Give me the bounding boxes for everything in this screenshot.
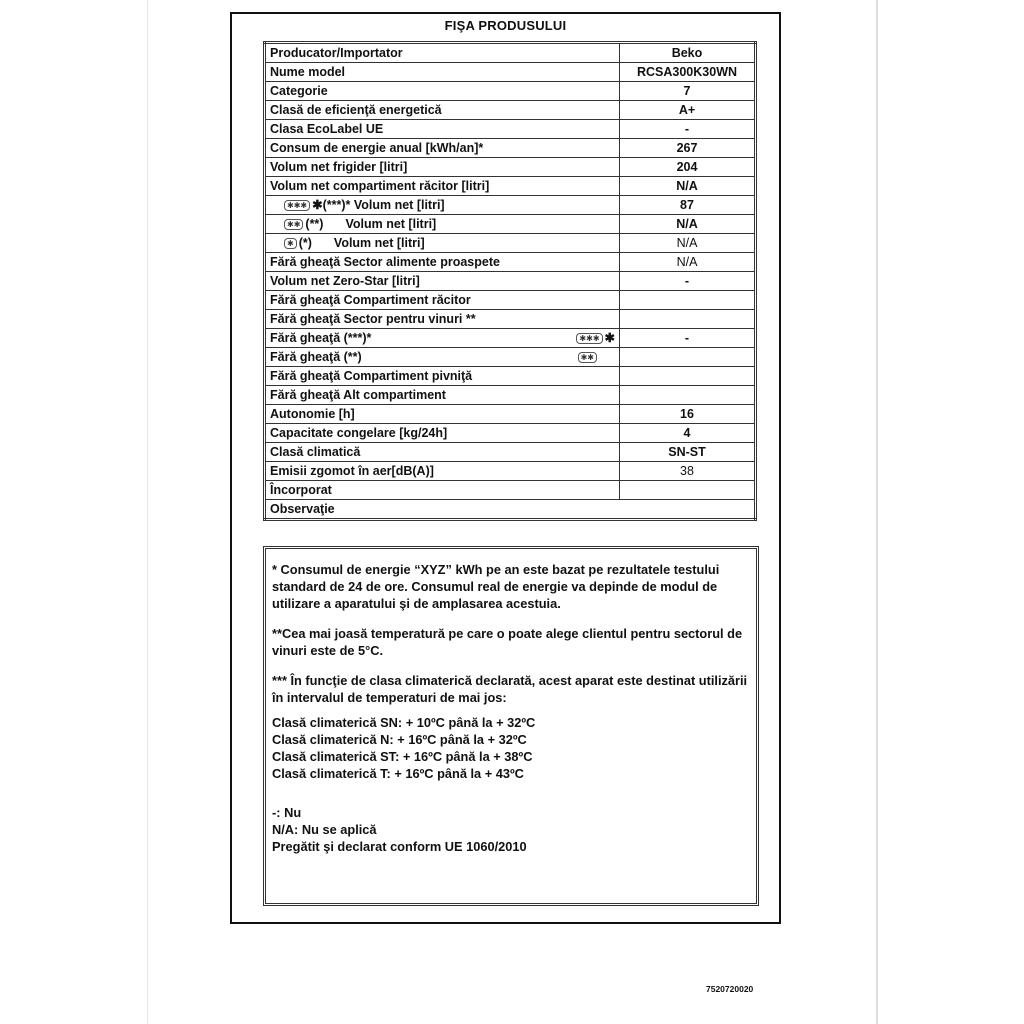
page-edge-left [147, 0, 148, 1024]
row-label: Volum net Zero-Star [litri] [265, 272, 620, 291]
one-star-freezer-icon: ✱ [284, 238, 297, 249]
table-row [265, 63, 756, 82]
row-label: Volum net compartiment răcitor [litri] [265, 177, 620, 196]
row-label-cell [265, 329, 620, 348]
table-row [265, 196, 756, 215]
table-row [265, 443, 756, 462]
legend-list [272, 804, 750, 855]
row-label: (**) [305, 217, 324, 231]
table-row [265, 177, 756, 196]
product-sheet-frame [230, 12, 781, 924]
row-value: N/A [620, 215, 756, 234]
table-row [265, 405, 756, 424]
row-value [620, 367, 756, 386]
row-label: Capacitate congelare [kg/24h] [265, 424, 620, 443]
row-value [620, 481, 756, 500]
table-row [265, 272, 756, 291]
notes-box [263, 546, 759, 906]
climate-class-item: Clasă climaterică N: + 16ºC până la + 32ºC [272, 732, 527, 747]
table-row [265, 348, 756, 367]
row-value: - [620, 272, 756, 291]
row-value: A+ [620, 101, 756, 120]
table-row [265, 82, 756, 101]
row-value [620, 386, 756, 405]
table-row [265, 462, 756, 481]
table-row [265, 291, 756, 310]
note-climate-intro: *** În funcţie de clasa climaterică declarată, acest aparat este destinat utilizării în intervalul de temperaturi de mai jos: [272, 673, 748, 705]
table-row [265, 329, 756, 348]
table-row [265, 386, 756, 405]
row-label: Fără gheaţă Compartiment pivniţă [265, 367, 620, 386]
row-label-cell [265, 234, 620, 253]
row-label: Fără gheaţă (**) [270, 350, 362, 364]
row-label: Clasă climatică [265, 443, 620, 462]
row-label: Autonomie [h] [265, 405, 620, 424]
row-label-secondary: Volum net [litri] [345, 217, 437, 231]
table-row [265, 101, 756, 120]
table-row [265, 367, 756, 386]
row-label: Încorporat [265, 481, 620, 500]
row-value [620, 348, 756, 367]
table-row [265, 215, 756, 234]
row-label: Producator/Importator [265, 43, 620, 63]
row-label: Volum net frigider [litri] [265, 158, 620, 177]
row-label-cell [265, 196, 620, 215]
row-label: (***)* Volum net [litri] [322, 198, 445, 212]
row-label: Emisii zgomot în aer[dB(A)] [265, 462, 620, 481]
document-title: FIŞA PRODUSULUI [444, 18, 567, 33]
table-row [265, 310, 756, 329]
legend-item: -: Nu [272, 805, 302, 820]
row-value [620, 310, 756, 329]
climate-class-item: Clasă climaterică ST: + 16ºC până la + 38ºC [272, 749, 533, 764]
two-star-freezer-icon: ✱✱ [578, 352, 597, 363]
row-value: 16 [620, 405, 756, 424]
row-value: N/A [620, 253, 756, 272]
row-value: 38 [620, 462, 756, 481]
table-row [265, 120, 756, 139]
row-label: (*) [298, 236, 312, 250]
row-value: 87 [620, 196, 756, 215]
three-star-freezer-icon: ✱✱✱ [284, 200, 310, 211]
row-value: 267 [620, 139, 756, 158]
table-row [265, 234, 756, 253]
row-value: Beko [620, 43, 756, 63]
row-label: Clasa EcoLabel UE [265, 120, 620, 139]
row-value: SN-ST [620, 443, 756, 462]
two-star-freezer-icon: ✱✱ [284, 219, 303, 230]
table-row [265, 253, 756, 272]
climate-class-item: Clasă climaterică T: + 16ºC până la + 43ºC [272, 766, 524, 781]
table-row [265, 139, 756, 158]
row-label: Categorie [265, 82, 620, 101]
row-label: Fără gheaţă Alt compartiment [265, 386, 620, 405]
row-value [620, 291, 756, 310]
note-wine-temperature: **Cea mai joasă temperatură pe care o poate alege clientul pentru sectorul de vinuri este de 5°C. [272, 626, 743, 658]
row-label: Fără gheaţă (***)* [270, 331, 372, 345]
row-value: 4 [620, 424, 756, 443]
table-row [265, 424, 756, 443]
note-energy-consumption: * Consumul de energie “XYZ” kWh pe an este bazat pe rezultatele testului standard de 24 de ore. Consumul real de energie va depinde de modul de utilizare a aparatului şi de amplasarea acestuia. [272, 562, 720, 611]
page-edge-right [876, 0, 878, 1024]
row-label: Clasă de eficienţă energetică [265, 101, 620, 120]
table-row [265, 43, 756, 63]
table-row [265, 481, 756, 500]
row-label: Fără gheaţă Sector alimente proaspete [265, 253, 620, 272]
row-label-cell [265, 215, 620, 234]
legend-item: N/A: Nu se aplică [272, 822, 377, 837]
table-row [265, 158, 756, 177]
row-value: N/A [620, 177, 756, 196]
row-value: 204 [620, 158, 756, 177]
row-value: RCSA300K30WN [620, 63, 756, 82]
star-suffix-icon: ✱ [604, 331, 615, 345]
product-spec-table [263, 41, 757, 521]
legend-item: Pregătit şi declarat conform UE 1060/2010 [272, 839, 527, 854]
row-label-secondary: Volum net [litri] [333, 236, 425, 250]
document-code: 7520720020 [706, 984, 754, 994]
row-label-cell [265, 348, 620, 367]
star-suffix-icon: ✱ [312, 198, 323, 212]
row-value: 7 [620, 82, 756, 101]
row-label: Consum de energie anual [kWh/an]* [265, 139, 620, 158]
climate-class-item: Clasă climaterică SN: + 10ºC până la + 32ºC [272, 715, 536, 730]
three-star-freezer-icon: ✱✱✱ [576, 333, 602, 344]
climate-class-list [272, 714, 750, 782]
table-row [265, 500, 756, 520]
row-value: N/A [620, 234, 756, 253]
row-label: Fără gheaţă Compartiment răcitor [265, 291, 620, 310]
row-label: Nume model [265, 63, 620, 82]
row-value: - [620, 120, 756, 139]
row-label: Fără gheaţă Sector pentru vinuri ** [265, 310, 620, 329]
row-value: - [620, 329, 756, 348]
row-label: Observaţie [265, 500, 756, 520]
